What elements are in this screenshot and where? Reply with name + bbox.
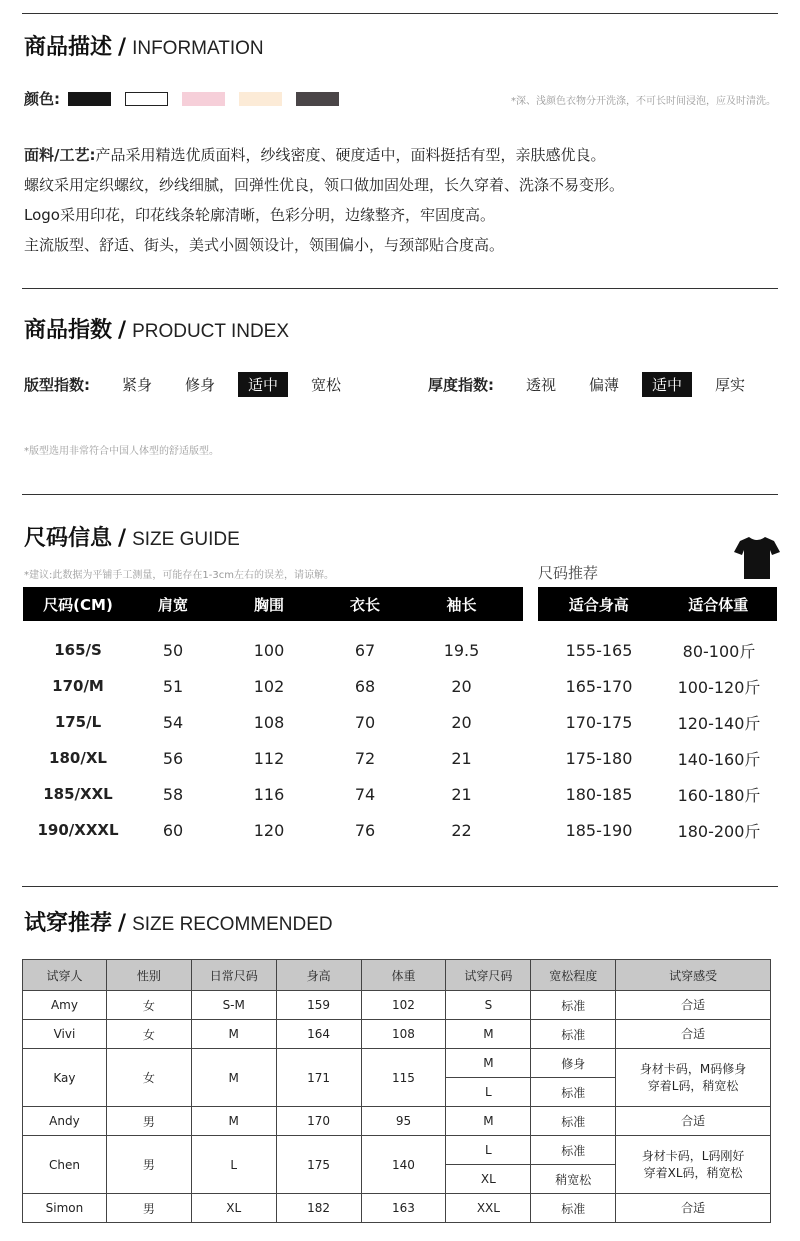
try-name-cell: Vivi [23, 1020, 107, 1049]
recommend-cell: 165-170 [565, 676, 633, 696]
recommend-table-header [538, 587, 777, 621]
size-row [23, 704, 518, 740]
try-header-cell: 试穿感受 [616, 960, 771, 991]
fit-option: 修身 [185, 376, 216, 394]
recommend-cell: 180-200斤 [677, 821, 761, 841]
try-fit-cell: 稍宽松 [531, 1165, 616, 1194]
section-title-cn: 商品指数 [24, 318, 113, 343]
color-options [24, 88, 353, 109]
try-header-cell: 日常尺码 [191, 960, 276, 991]
size-cell: 56 [162, 748, 184, 768]
try-feel-cell [616, 991, 771, 1020]
size-cell: 20 [451, 676, 472, 696]
try-header-cell: 试穿尺码 [446, 960, 531, 991]
thickness-index [428, 372, 768, 397]
try-header-cell: 试穿人 [23, 960, 107, 991]
try-gender-cell: 女 [106, 991, 191, 1020]
measurement-note: *建议:此数据为平铺手工测量，可能存在1-3cm左右的误差，请谅解。 [24, 570, 334, 581]
thickness-index-options [516, 372, 768, 397]
size-cell: 165/S [54, 641, 102, 659]
size-cell: 19.5 [443, 640, 480, 660]
section-title-cn: 商品描述 [24, 35, 113, 60]
fit-option: 宽松 [311, 376, 342, 394]
try-feel-cell [616, 1136, 771, 1194]
try-row [23, 1049, 771, 1078]
try-name-cell: Kay [23, 1049, 107, 1107]
try-height-cell: 175 [276, 1136, 361, 1194]
section-title-information [24, 30, 264, 61]
try-size-cell: S [446, 991, 531, 1020]
try-size-cell: L [446, 1078, 531, 1107]
try-size-cell: XXL [446, 1194, 531, 1223]
size-cell: 67 [354, 640, 376, 660]
title-slash: / [118, 35, 127, 60]
recommend-cell: 160-180斤 [677, 785, 761, 805]
size-cell: 116 [253, 784, 285, 804]
size-cell: 175/L [54, 713, 102, 731]
recommend-cell: 140-160斤 [677, 749, 761, 769]
try-row [23, 1107, 771, 1136]
try-height-cell: 182 [276, 1194, 361, 1223]
size-cell: 112 [253, 748, 285, 768]
description-line [24, 200, 624, 230]
size-cell: 22 [451, 820, 472, 840]
try-fit-cell: 标准 [531, 1078, 616, 1107]
try-header-cell: 宽松程度 [531, 960, 616, 991]
size-cell: 60 [162, 820, 184, 840]
size-cell: 54 [162, 712, 184, 732]
section-title-en: SIZE GUIDE [132, 529, 240, 550]
thickness-option: 偏薄 [589, 376, 620, 394]
title-slash: / [118, 526, 127, 551]
try-size-cell: M [446, 1020, 531, 1049]
size-row [23, 776, 518, 812]
try-name-cell: Chen [23, 1136, 107, 1194]
size-cell: 21 [451, 784, 472, 804]
try-header-cell: 性别 [106, 960, 191, 991]
try-daily-cell: M [191, 1049, 276, 1107]
description-text: 螺纹采用定织螺纹，纱线细腻，回弹性优良，领口做加固处理，长久穿着、洗涤不易变形。 [24, 176, 625, 194]
try-feel-line: 身材卡码，M码修身 [639, 1061, 747, 1076]
fit-option-selected: 适中 [238, 372, 288, 397]
try-fit-cell: 标准 [531, 991, 616, 1020]
recommend-row [538, 668, 778, 704]
recommend-cell: 100-120斤 [677, 677, 761, 697]
size-row [23, 740, 518, 776]
try-weight-cell: 115 [361, 1049, 446, 1107]
divider-index [22, 288, 778, 289]
try-row [23, 991, 771, 1020]
try-fit-cell: 标准 [531, 1107, 616, 1136]
try-feel-cell [616, 1049, 771, 1107]
try-feel-cell [616, 1020, 771, 1049]
try-weight-cell: 108 [361, 1020, 446, 1049]
fit-note: *版型选用非常符合中国人体型的舒适版型。 [24, 446, 219, 457]
try-on-table-header [23, 960, 771, 991]
try-height-cell: 170 [276, 1107, 361, 1136]
try-gender-cell: 男 [106, 1107, 191, 1136]
title-slash: / [118, 318, 127, 343]
size-cell: 190/XXXL [37, 821, 119, 839]
recommend-row [538, 740, 778, 776]
recommend-row [538, 812, 778, 848]
thickness-option-selected: 适中 [642, 372, 692, 397]
size-cell: 20 [451, 712, 472, 732]
title-slash: / [118, 911, 127, 936]
size-cell: 185/XXL [43, 785, 113, 803]
recommend-cell: 180-185 [565, 784, 633, 804]
divider-size-recommended [22, 886, 778, 887]
size-cell: 68 [354, 676, 376, 696]
try-gender-cell: 女 [106, 1020, 191, 1049]
try-feel-line: 身材卡码，L码刚好 [641, 1148, 745, 1163]
description-line [24, 170, 624, 200]
color-swatch [239, 92, 282, 106]
fit-option: 紧身 [122, 376, 153, 394]
size-recommend-label: 尺码推荐 [538, 564, 599, 582]
size-table-header [23, 587, 523, 621]
size-row [23, 632, 518, 668]
try-daily-cell: L [191, 1136, 276, 1194]
description-line [24, 230, 624, 260]
try-daily-cell: M [191, 1020, 276, 1049]
try-name-cell: Andy [23, 1107, 107, 1136]
recommend-cell: 185-190 [565, 820, 633, 840]
description-lead: 面料/工艺: [24, 146, 96, 164]
size-header-cell: 袖长 [446, 595, 477, 614]
description-line [24, 140, 624, 170]
try-on-table-body [23, 991, 771, 1223]
try-feel-cell [616, 1107, 771, 1136]
try-feel-line: 穿着L码，稍宽松 [647, 1078, 739, 1093]
recommend-cell: 170-175 [565, 712, 633, 732]
fit-index-options [112, 372, 364, 397]
try-weight-cell: 140 [361, 1136, 446, 1194]
try-row [23, 1194, 771, 1223]
section-title-cn: 尺码信息 [24, 526, 113, 551]
try-height-cell: 159 [276, 991, 361, 1020]
fit-index-label: 版型指数: [24, 376, 90, 394]
section-title-en: INFORMATION [132, 38, 264, 59]
try-feel-line: 合适 [681, 1200, 706, 1215]
size-cell: 170/M [52, 677, 104, 695]
thickness-option: 厚实 [715, 376, 746, 394]
try-daily-cell: M [191, 1107, 276, 1136]
recommend-header-cell: 适合身高 [568, 595, 629, 614]
try-daily-cell: XL [191, 1194, 276, 1223]
try-weight-cell: 95 [361, 1107, 446, 1136]
size-cell: 58 [162, 784, 184, 804]
recommend-table-body [538, 632, 778, 848]
try-feel-line: 合适 [681, 997, 706, 1012]
color-swatch [125, 92, 168, 106]
try-row [23, 1020, 771, 1049]
try-height-cell: 171 [276, 1049, 361, 1107]
size-cell: 50 [162, 640, 184, 660]
thickness-index-label: 厚度指数: [428, 376, 494, 394]
color-swatch [296, 92, 339, 106]
section-title-product-index [24, 313, 289, 344]
try-gender-cell: 女 [106, 1049, 191, 1107]
try-height-cell: 164 [276, 1020, 361, 1049]
try-feel-line: 合适 [681, 1113, 706, 1128]
color-swatches [68, 92, 353, 106]
size-cell: 76 [354, 820, 376, 840]
try-feel-line: 合适 [681, 1026, 706, 1041]
size-cell: 21 [451, 748, 472, 768]
product-description [24, 140, 624, 260]
divider-size-guide [22, 494, 778, 495]
try-feel-cell [616, 1194, 771, 1223]
recommend-row [538, 704, 778, 740]
try-on-table [22, 959, 771, 1223]
section-title-en: SIZE RECOMMENDED [132, 914, 333, 935]
description-text: 主流版型、舒适、街头，美式小圆领设计，领围偏小，与颈部贴合度高。 [24, 236, 505, 254]
try-row [23, 1136, 771, 1165]
size-cell: 74 [354, 784, 376, 804]
try-size-cell: M [446, 1049, 531, 1078]
try-size-cell: M [446, 1107, 531, 1136]
size-cell: 102 [253, 676, 285, 696]
size-cell: 72 [354, 748, 376, 768]
fit-index [24, 372, 364, 397]
try-daily-cell: S-M [191, 991, 276, 1020]
try-gender-cell: 男 [106, 1194, 191, 1223]
size-cell: 51 [162, 676, 184, 696]
size-cell: 108 [253, 712, 285, 732]
try-header-cell: 身高 [276, 960, 361, 991]
wash-note: *深、浅颜色衣物分开洗涤，不可长时间浸泡，应及时清洗。 [511, 96, 776, 107]
color-swatch [68, 92, 111, 106]
try-fit-cell: 标准 [531, 1020, 616, 1049]
size-header-cell: 肩宽 [157, 595, 188, 614]
size-cell: 70 [354, 712, 376, 732]
recommend-row [538, 776, 778, 812]
try-size-cell: XL [446, 1165, 531, 1194]
try-size-cell: L [446, 1136, 531, 1165]
description-text: 产品采用精选优质面料，纱线密度、硬度适中，面料挺括有型，亲肤感优良。 [95, 146, 606, 164]
recommend-header-cell: 适合体重 [688, 595, 749, 614]
try-fit-cell: 修身 [531, 1049, 616, 1078]
section-title-en: PRODUCT INDEX [132, 321, 290, 342]
try-gender-cell: 男 [106, 1136, 191, 1194]
recommend-cell: 175-180 [565, 748, 633, 768]
thickness-option: 透视 [526, 376, 557, 394]
try-feel-line: 穿着XL码，稍宽松 [643, 1165, 743, 1180]
try-name-cell: Amy [23, 991, 107, 1020]
recommend-cell: 155-165 [565, 640, 633, 660]
color-swatch [182, 92, 225, 106]
try-weight-cell: 163 [361, 1194, 446, 1223]
size-table-body [23, 632, 518, 848]
size-header-cell: 胸围 [253, 595, 284, 614]
size-row [23, 812, 518, 848]
try-name-cell: Simon [23, 1194, 107, 1223]
section-title-size-guide [24, 521, 240, 552]
section-title-cn: 试穿推荐 [24, 911, 113, 936]
color-label: 颜色: [24, 90, 60, 108]
try-fit-cell: 标准 [531, 1136, 616, 1165]
size-cell: 100 [253, 640, 285, 660]
size-cell: 180/XL [49, 749, 107, 767]
try-header-cell: 体重 [361, 960, 446, 991]
try-fit-cell: 标准 [531, 1194, 616, 1223]
size-row [23, 668, 518, 704]
size-header-cell: 衣长 [349, 595, 380, 614]
description-text: Logo采用印花，印花线条轮廓清晰，色彩分明，边缘整齐，牢固度高。 [24, 206, 495, 224]
t-shirt-icon [734, 534, 780, 580]
size-cell: 120 [253, 820, 285, 840]
divider-top [22, 13, 778, 14]
try-weight-cell: 102 [361, 991, 446, 1020]
recommend-cell: 120-140斤 [677, 713, 761, 733]
size-header-cell: 尺码(CM) [43, 595, 113, 614]
section-title-size-recommended [24, 906, 333, 937]
recommend-cell: 80-100斤 [682, 641, 756, 661]
recommend-row [538, 632, 778, 668]
